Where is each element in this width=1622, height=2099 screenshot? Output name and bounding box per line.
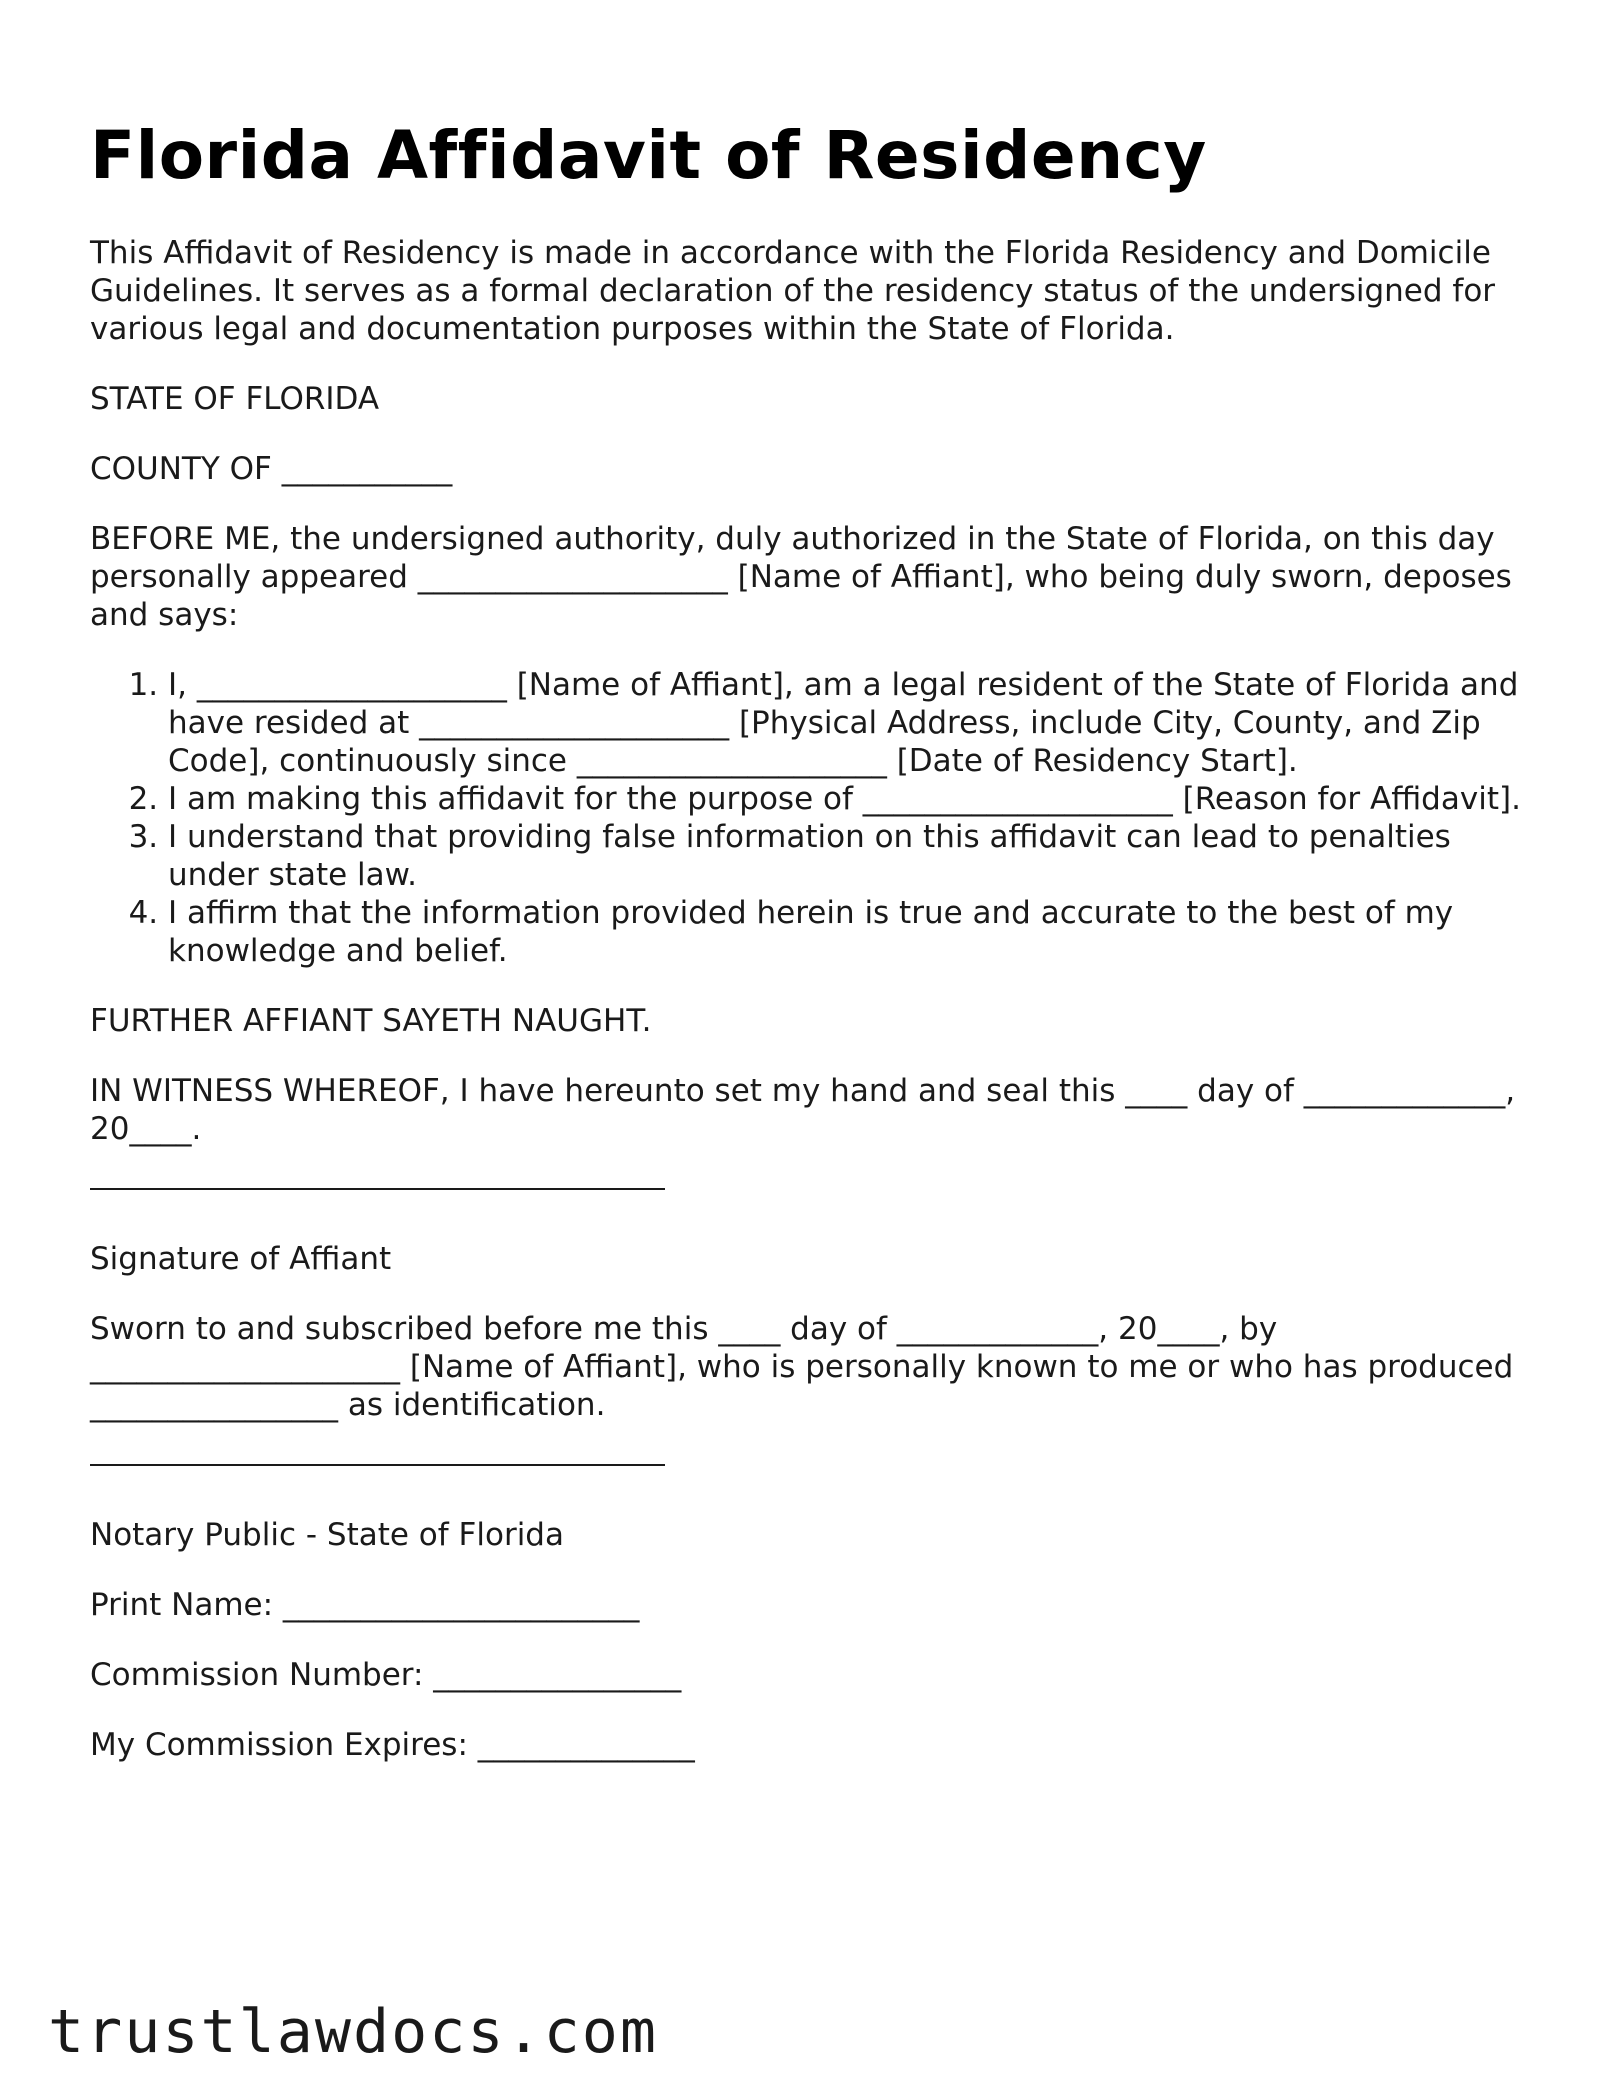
- before-me-paragraph: BEFORE ME, the undersigned authority, duly authorized in the State of Florida, on this day personally appeared ____________________ [Name of Affiant], who being duly sworn, deposes and says:: [90, 520, 1512, 633]
- document-title: Florida Affidavit of Residency: [90, 117, 1207, 194]
- witness-paragraph: IN WITNESS WHEREOF, I have hereunto set my hand and seal this ____ day of _____________, 20____.: [90, 1072, 1516, 1147]
- sworn-paragraph: Sworn to and subscribed before me this ____ day of _____________, 20____, by ____________________ [Name of Affiant], who is personally known to me or who has produced ________________ as identification.: [90, 1310, 1514, 1423]
- list-item: 2. I am making this affidavit for the purpose of ____________________ [Reason for Affidavit].: [168, 780, 1550, 818]
- affiant-signature-line[interactable]: [90, 1188, 665, 1190]
- affidavit-page: [90, 118, 1550, 1796]
- county-line: COUNTY OF ___________: [90, 450, 453, 487]
- list-item: 3. I understand that providing false information on this affidavit can lead to penalties under state law.: [168, 818, 1550, 894]
- commission-number-field: Commission Number: ________________: [90, 1656, 682, 1693]
- intro-paragraph: This Affidavit of Residency is made in accordance with the Florida Residency and Domicile Guidelines. It serves as a formal declaration of the residency status of the undersigned for various legal and documentation purposes within the State of Florida.: [90, 234, 1496, 347]
- commission-expires-field: My Commission Expires: ______________: [90, 1726, 695, 1763]
- further-affiant-line: FURTHER AFFIANT SAYETH NAUGHT.: [90, 1002, 652, 1039]
- footer-watermark: trustlawdocs.com: [48, 1997, 658, 2067]
- print-name-field: Print Name: _______________________: [90, 1586, 640, 1623]
- declarations-list: [90, 666, 1550, 970]
- signature-label: Signature of Affiant: [90, 1240, 392, 1277]
- list-item: 4. I affirm that the information provided herein is true and accurate to the best of my knowledge and belief.: [168, 894, 1550, 970]
- notary-label: Notary Public - State of Florida: [90, 1516, 564, 1553]
- notary-signature-line[interactable]: [90, 1464, 665, 1466]
- list-item: 1. I, ____________________ [Name of Affiant], am a legal resident of the State of Florida and have resided at ____________________ [Physical Address, include City, County, and Zip Code], continuously since ____________________ [Date of Residency Start].: [168, 666, 1550, 780]
- state-line: STATE OF FLORIDA: [90, 380, 380, 417]
